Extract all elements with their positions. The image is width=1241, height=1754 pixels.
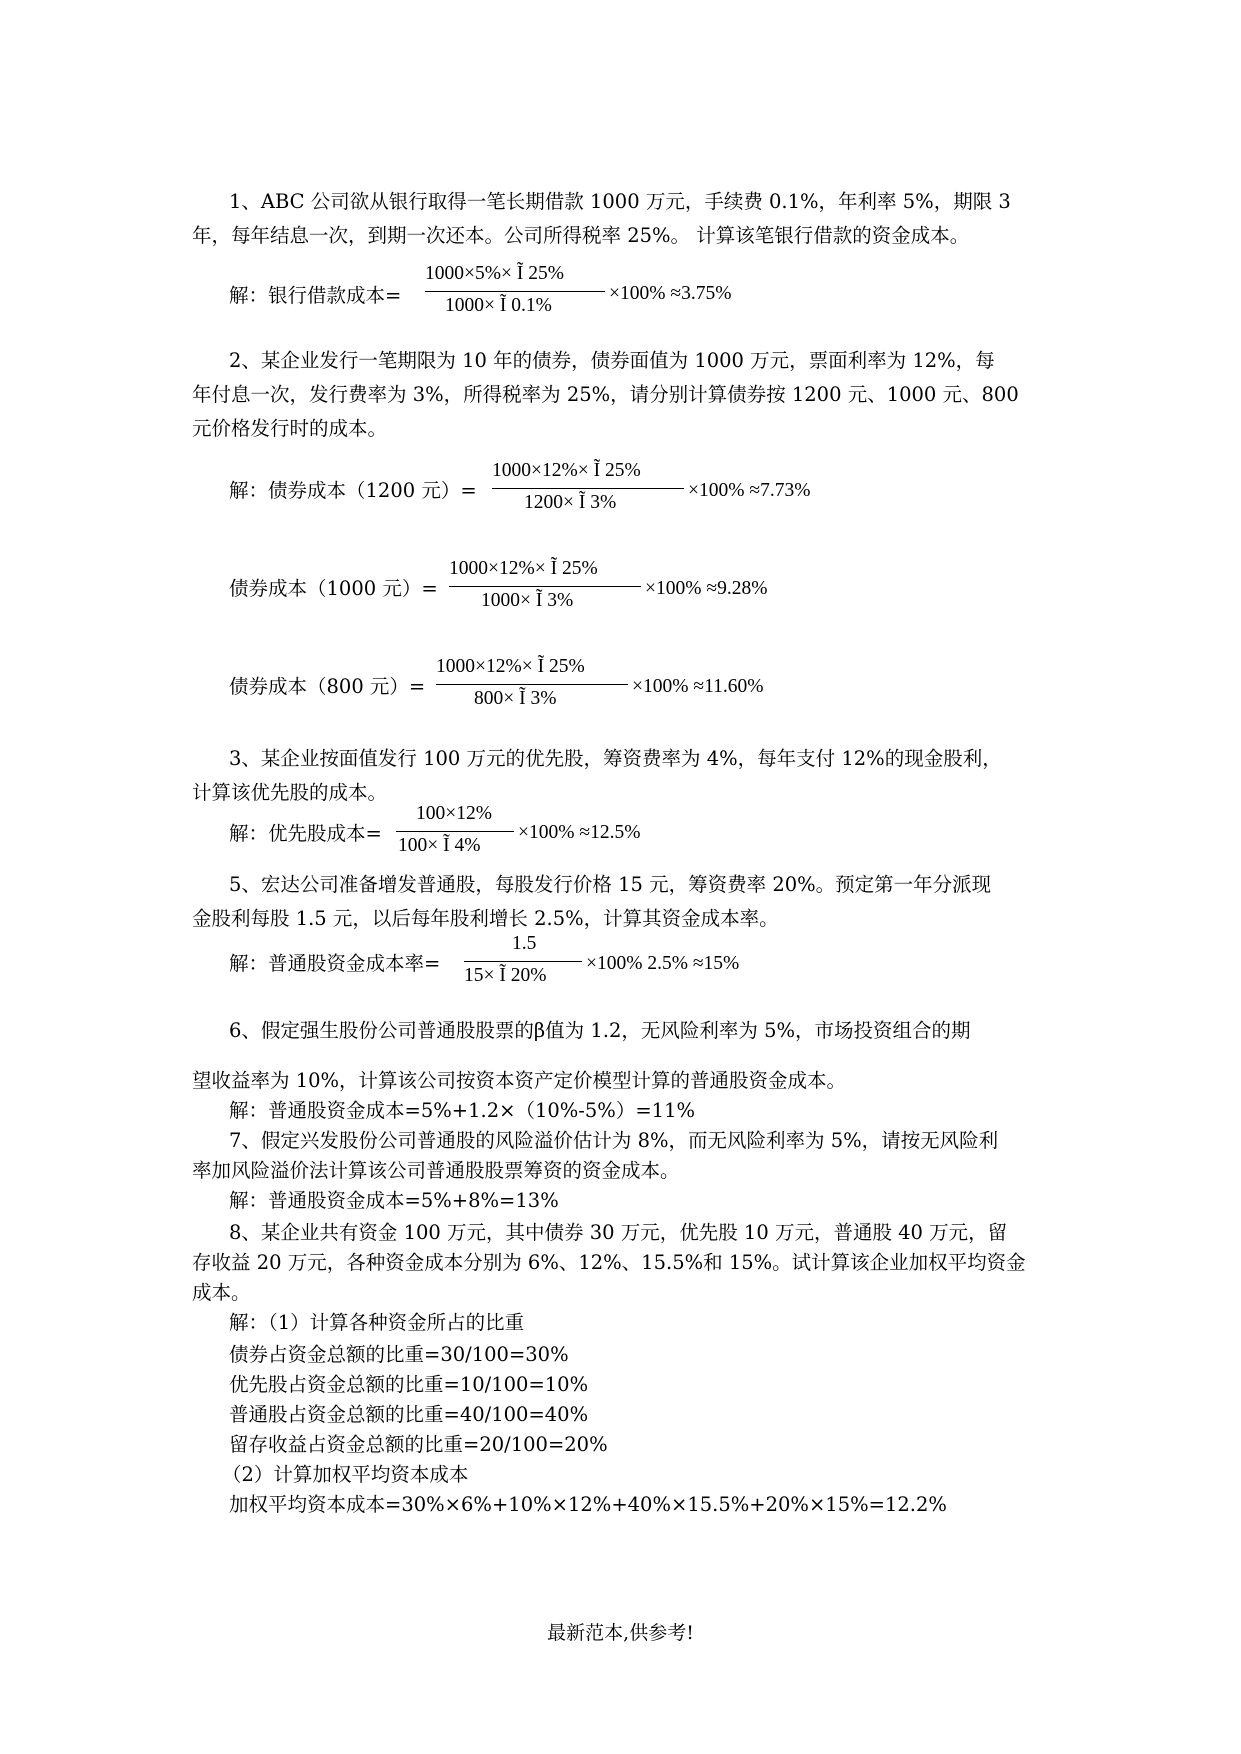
q2c-fraction-bar: [436, 684, 628, 685]
q3-line-1: 3、某企业按面值发行 100 万元的优先股，筹资费率为 4%，每年支付 12%的现金股利，: [229, 747, 1002, 770]
q3-answer-label: 解：优先股成本=: [229, 822, 382, 845]
q5-numerator: 1.5: [512, 933, 537, 954]
q2b-result: ×100% ≈9.28%: [645, 578, 768, 599]
q1-line-2: 年，每年结息一次，到期一次还本。公司所得税率 25%。 计算该笔银行借款的资金成本。: [192, 224, 970, 247]
q5-result: ×100% 2.5% ≈15%: [586, 953, 740, 974]
q2a-denominator: 1200× Ĩ 3%: [524, 492, 617, 513]
q5-fraction-bar: [464, 961, 582, 962]
q2b-numerator: 1000×12%× Ĩ 25%: [449, 558, 598, 579]
q6-line-1: 6、假定强生股份公司普通股股票的β值为 1.2，无风险利率为 5%，市场投资组合的期: [229, 1019, 971, 1042]
q6-line-2: 望收益率为 10%，计算该公司按资本资产定价模型计算的普通股资金成本。: [192, 1069, 847, 1092]
q8-line-3: 成本。: [192, 1281, 251, 1304]
q1-fraction-bar: [425, 291, 605, 292]
q8-step-4: 普通股占资金总额的比重=40/100=40%: [229, 1403, 589, 1426]
q8-step-3: 优先股占资金总额的比重=10/100=10%: [229, 1373, 589, 1396]
q2a-answer-label: 解：债券成本（1200 元）=: [229, 479, 477, 502]
q7-line-1: 7、假定兴发股份公司普通股的风险溢价估计为 8%，而无风险利率为 5%，请按无风险利: [229, 1129, 999, 1152]
q3-denominator: 100× Ĩ 4%: [398, 835, 481, 856]
q1-denominator: 1000× Ĩ 0.1%: [445, 295, 552, 316]
q2c-denominator: 800× Ĩ 3%: [474, 688, 557, 709]
q2b-fraction-bar: [449, 586, 641, 587]
q2b-denominator: 1000× Ĩ 3%: [481, 590, 574, 611]
q5-answer-label: 解：普通股资金成本率=: [229, 952, 441, 975]
q8-step-5: 留存收益占资金总额的比重=20/100=20%: [229, 1433, 608, 1456]
q8-line-2: 存收益 20 万元，各种资金成本分别为 6%、12%、15.5%和 15%。试计算该企业加权平均资金: [192, 1251, 1026, 1274]
q2a-numerator: 1000×12%× Ĩ 25%: [492, 460, 641, 481]
q1-line-1: 1、ABC 公司欲从银行取得一笔长期借款 1000 万元，手续费 0.1%，年利率 5%，期限 3: [229, 190, 1011, 213]
q5-line-1: 5、宏达公司准备增发普通股，每股发行价格 15 元，筹资费率 20%。预定第一年分派现: [229, 873, 992, 896]
q3-numerator: 100×12%: [416, 803, 492, 824]
q2a-result: ×100% ≈7.73%: [688, 480, 811, 501]
q1-numerator: 1000×5%× Ĩ 25%: [425, 263, 564, 284]
q2c-answer-label: 债券成本（800 元）=: [229, 675, 426, 698]
q2-line-3: 元价格发行时的成本。: [192, 417, 388, 440]
q2a-fraction-bar: [492, 488, 684, 489]
q1-answer-label: 解：银行借款成本=: [229, 284, 402, 307]
q3-fraction-bar: [396, 831, 514, 832]
q2c-numerator: 1000×12%× Ĩ 25%: [436, 656, 585, 677]
q2c-result: ×100% ≈11.60%: [632, 676, 764, 697]
q8-step-2: 债券占资金总额的比重=30/100=30%: [229, 1343, 569, 1366]
q7-answer: 解：普通股资金成本=5%+8%=13%: [229, 1189, 559, 1212]
q1-result: ×100% ≈3.75%: [609, 283, 732, 304]
page-footer: 最新范本,供参考!: [547, 1622, 694, 1644]
q8-step-6: （2）计算加权平均资本成本: [222, 1463, 469, 1486]
q5-denominator: 15× Ĩ 20%: [464, 965, 547, 986]
q3-line-2: 计算该优先股的成本。: [192, 781, 388, 804]
q2-line-2: 年付息一次，发行费率为 3%，所得税率为 25%，请分别计算债券按 1200 元、1000 元、800: [192, 383, 1019, 406]
q2-line-1: 2、某企业发行一笔期限为 10 年的债券，债券面值为 1000 万元，票面利率为 12%，每: [229, 349, 995, 372]
q3-result: ×100% ≈12.5%: [518, 822, 641, 843]
q6-answer: 解：普通股资金成本=5%+1.2×（10%-5%）=11%: [229, 1099, 696, 1122]
q2b-answer-label: 债券成本（1000 元）=: [229, 577, 438, 600]
q8-step-1: 解：（1）计算各种资金所占的比重: [229, 1311, 525, 1334]
q7-line-2: 率加风险溢价法计算该公司普通股股票筹资的资金成本。: [192, 1159, 680, 1182]
q5-line-2: 金股利每股 1.5 元，以后每年股利增长 2.5%，计算其资金成本率。: [192, 907, 779, 930]
q8-step-7: 加权平均资本成本=30%×6%+10%×12%+40%×15.5%+20%×15%=12.2%: [229, 1493, 947, 1516]
q8-line-1: 8、某企业共有资金 100 万元，其中债券 30 万元，优先股 10 万元，普通股 40 万元，留: [229, 1221, 1008, 1244]
